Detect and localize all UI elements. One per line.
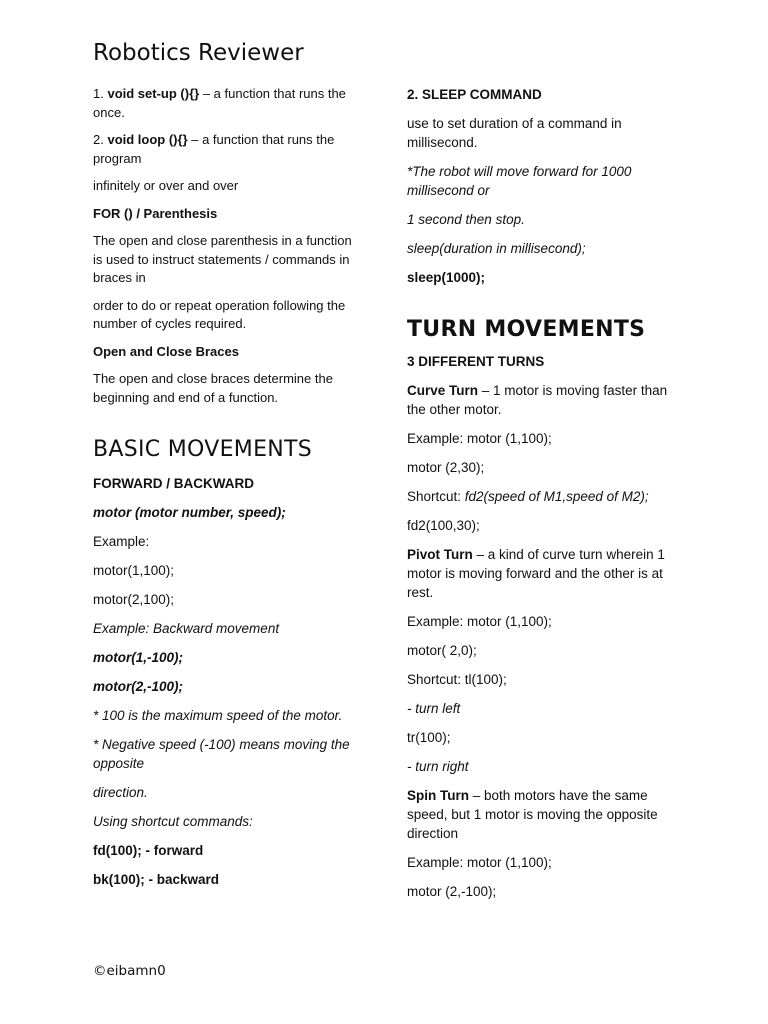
curve-shortcut (407, 487, 681, 506)
backward-example-label: Example: Backward movement (93, 621, 280, 636)
right-column (407, 85, 681, 911)
braces-paragraph: The open and close braces determine the beginning and end of a function. (93, 371, 333, 405)
pivot-example-1: Example: motor (1,100); (407, 614, 552, 629)
curve-example-2: motor (2,30); (407, 460, 485, 475)
different-turns-heading: 3 DIFFERENT TURNS (407, 354, 545, 369)
left-column (93, 85, 361, 899)
sleep-syntax: sleep(duration in millisecond); (407, 241, 586, 256)
item-loop-continuation: infinitely or over and over (93, 178, 239, 193)
pivot-example-2: motor( 2,0); (407, 643, 477, 658)
for-paragraph-2: order to do or repeat operation following the number of cycles required. (93, 297, 346, 331)
curve-example-1: Example: motor (1,100); (407, 431, 552, 446)
item-text: – a function that runs the once. (93, 86, 346, 120)
item-void-setup (93, 85, 361, 122)
turn-right-label: - turn right (407, 759, 469, 774)
sleep-note-2: 1 second then stop. (407, 212, 525, 227)
example-line-2: motor(2,100); (93, 592, 175, 607)
for-paragraph-1: The open and close parenthesis in a function is used to instruct statements / commands in braces in (93, 233, 352, 285)
example-line-1: motor(1,100); (93, 563, 175, 578)
braces-heading: Open and Close Braces (93, 343, 239, 359)
sleep-note-1: *The robot will move forward for 1000 millisecond or (407, 164, 632, 198)
spin-turn-label: Spin Turn (407, 788, 469, 803)
item-number: 1. (93, 86, 108, 101)
motor-syntax: motor (motor number, speed); (93, 505, 286, 520)
basic-movements-heading: BASIC MOVEMENTS (93, 437, 313, 462)
sleep-paragraph: use to set duration of a command in millisecond. (407, 116, 622, 150)
curve-turn-text: – 1 motor is moving faster than the other motor. (407, 383, 668, 417)
shortcut-label: Using shortcut commands: (93, 814, 253, 829)
shortcut-forward: fd(100); - forward (93, 843, 204, 858)
turn-right-shortcut: tr(100); (407, 730, 451, 745)
item-number: 2. (93, 132, 108, 147)
sleep-heading: 2. SLEEP COMMAND (407, 87, 542, 102)
note-negative-speed: * Negative speed (-100) means moving the opposite (93, 737, 350, 771)
example-label: Example: (93, 534, 150, 549)
backward-example-2: motor(2,-100); (93, 679, 184, 694)
for-heading: FOR () / Parenthesis (93, 205, 218, 221)
item-keyword: void loop (){} (107, 132, 188, 147)
item-keyword: void set-up (){} (107, 86, 200, 101)
curve-turn (407, 381, 681, 419)
forward-backward-heading: FORWARD / BACKWARD (93, 476, 254, 491)
turn-movements-heading: TURN MOVEMENTS (407, 317, 646, 342)
shortcut-backward: bk(100); - backward (93, 872, 220, 887)
pivot-turn-text: – a kind of curve turn wherein 1 motor is moving forward and the other is at rest. (407, 547, 665, 600)
curve-shortcut-label: Shortcut: (407, 489, 465, 504)
note-max-speed: * 100 is the maximum speed of the motor. (93, 708, 343, 723)
spin-turn-text: – both motors have the same speed, but 1 motor is moving the opposite direction (407, 788, 658, 841)
pivot-turn (407, 545, 681, 602)
spin-example-1: Example: motor (1,100); (407, 855, 552, 870)
backward-example-1: motor(1,-100); (93, 650, 184, 665)
spin-example-2: motor (2,-100); (407, 884, 497, 899)
copyright-footer: ©eibamn0 (93, 963, 166, 979)
sleep-example: sleep(1000); (407, 270, 486, 285)
turn-left-label: - turn left (407, 701, 461, 716)
note-negative-speed-cont: direction. (93, 785, 148, 800)
page-title: Robotics Reviewer (93, 40, 304, 66)
curve-shortcut-example: fd2(100,30); (407, 518, 480, 533)
item-text: – a function that runs the program (93, 132, 335, 166)
curve-turn-label: Curve Turn (407, 383, 479, 398)
pivot-shortcut: Shortcut: tl(100); (407, 672, 507, 687)
pivot-turn-label: Pivot Turn (407, 547, 473, 562)
curve-shortcut-syntax: fd2(speed of M1,speed of M2); (464, 489, 649, 504)
spin-turn (407, 786, 681, 843)
item-void-loop (93, 131, 361, 168)
